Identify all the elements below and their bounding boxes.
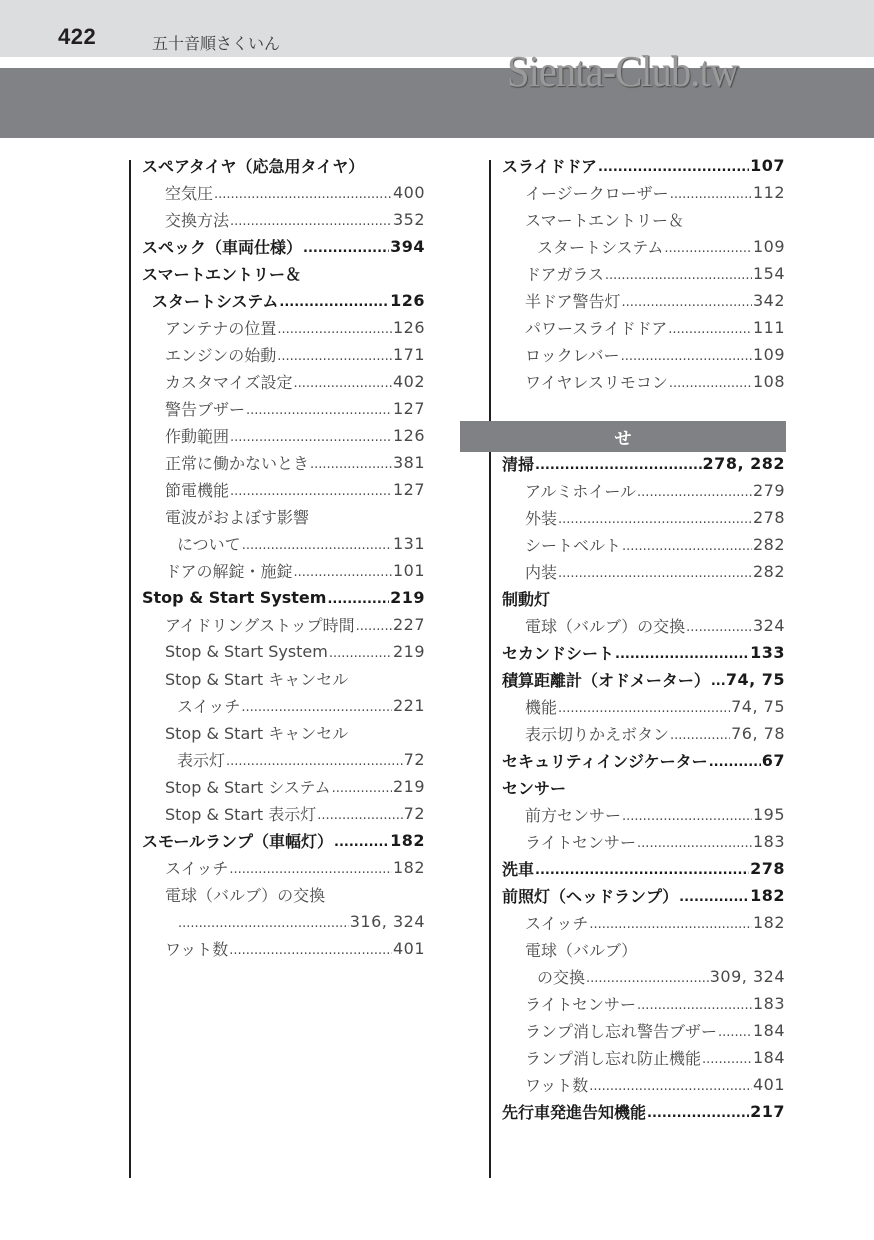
dot-leader bbox=[589, 917, 752, 932]
index-entry bbox=[142, 827, 425, 854]
index-entry-page: 282 bbox=[752, 535, 785, 554]
index-entry-page: 324 bbox=[752, 616, 785, 635]
dot-leader bbox=[589, 1079, 752, 1094]
dot-leader bbox=[329, 646, 392, 661]
dot-leader bbox=[229, 943, 392, 958]
dot-leader bbox=[558, 566, 752, 581]
dot-leader bbox=[664, 241, 752, 256]
index-entry bbox=[502, 855, 785, 882]
index-entry-page: 126 bbox=[390, 291, 425, 310]
index-entry-label: 交換方法 bbox=[165, 211, 230, 230]
index-entry-page: 183 bbox=[752, 994, 785, 1013]
right-column-rule bbox=[489, 160, 491, 421]
index-entry bbox=[142, 476, 425, 503]
index-entry bbox=[142, 260, 425, 287]
index-entry bbox=[502, 774, 785, 801]
index-entry-label: ランプ消し忘れ警告ブザー bbox=[525, 1022, 718, 1041]
index-entry-label: 警告ブザー bbox=[165, 400, 246, 419]
index-entry bbox=[502, 990, 785, 1017]
index-entry-label: 先行車発進告知機能 bbox=[502, 1103, 647, 1122]
index-entry-label: スイッチ bbox=[177, 697, 241, 716]
index-entry-label: ライトセンサー bbox=[525, 833, 637, 852]
index-entry-page: 394 bbox=[390, 237, 425, 256]
dot-leader bbox=[226, 754, 403, 769]
index-entry bbox=[142, 449, 425, 476]
index-entry-page: 221 bbox=[392, 696, 425, 715]
index-entry bbox=[142, 314, 425, 341]
index-entry-label: スイッチ bbox=[525, 914, 589, 933]
index-entry-page: 112 bbox=[752, 183, 785, 202]
index-entry-page: 195 bbox=[752, 805, 785, 824]
index-entry bbox=[502, 368, 785, 395]
dot-leader bbox=[679, 890, 749, 905]
dot-leader bbox=[332, 781, 392, 796]
index-entry-page: 182 bbox=[392, 858, 425, 877]
index-entry-label: アルミホイール bbox=[525, 482, 637, 501]
index-entry bbox=[142, 368, 425, 395]
index-entry-page: 76, 78 bbox=[731, 724, 785, 743]
index-entry bbox=[502, 152, 785, 179]
index-entry bbox=[142, 233, 425, 260]
index-entry-page: 133 bbox=[750, 643, 785, 662]
dot-leader bbox=[669, 376, 752, 391]
index-entry bbox=[142, 800, 425, 827]
dot-leader bbox=[214, 187, 392, 202]
index-entry bbox=[142, 341, 425, 368]
dot-leader bbox=[535, 863, 749, 878]
header-band bbox=[0, 68, 874, 138]
dot-leader bbox=[178, 916, 349, 931]
watermark: Sienta-Club.tw bbox=[507, 47, 739, 96]
index-entry-label: 電球（バルブ）の交換 bbox=[165, 886, 326, 905]
index-entry-label: の交換 bbox=[537, 968, 586, 987]
index-entry-label: Stop & Start System bbox=[165, 642, 328, 661]
dot-leader bbox=[558, 512, 752, 527]
index-entry-page: 316, 324 bbox=[349, 912, 425, 931]
index-entry bbox=[142, 503, 425, 530]
index-entry-page: 101 bbox=[392, 561, 425, 580]
dot-leader bbox=[709, 755, 761, 770]
index-entry-label: ドアの解錠・施錠 bbox=[165, 562, 293, 581]
dot-leader bbox=[670, 728, 730, 743]
index-entry-page: 111 bbox=[752, 318, 785, 337]
index-entry-page: 109 bbox=[752, 345, 785, 364]
right-index-column-top bbox=[502, 152, 785, 395]
index-entry-page: 182 bbox=[752, 913, 785, 932]
index-entry bbox=[502, 1071, 785, 1098]
dot-leader bbox=[647, 1106, 749, 1121]
index-entry bbox=[502, 639, 785, 666]
index-entry-label: Stop & Start System bbox=[142, 588, 327, 607]
dot-leader bbox=[621, 349, 752, 364]
index-entry-label: 電波がおよぼす影響 bbox=[165, 508, 310, 527]
dot-leader bbox=[279, 295, 389, 310]
index-entry-page: 279 bbox=[752, 481, 785, 500]
index-entry bbox=[502, 531, 785, 558]
index-entry-label: シートベルト bbox=[525, 536, 622, 555]
dot-leader bbox=[242, 538, 392, 553]
dot-leader bbox=[586, 971, 709, 986]
index-entry-page: 402 bbox=[392, 372, 425, 391]
dot-leader bbox=[711, 674, 725, 689]
index-entry-page: 109 bbox=[752, 237, 785, 256]
index-entry bbox=[142, 773, 425, 800]
index-entry bbox=[142, 611, 425, 638]
index-entry bbox=[502, 314, 785, 341]
index-entry bbox=[142, 179, 425, 206]
dot-leader bbox=[637, 998, 752, 1013]
index-entry bbox=[142, 422, 425, 449]
index-entry bbox=[502, 341, 785, 368]
index-entry-label: セカンドシート bbox=[502, 644, 615, 663]
index-entry-label: 正常に働かないとき bbox=[165, 454, 310, 473]
index-entry-label: 制動灯 bbox=[502, 590, 551, 609]
index-entry-label: スペアタイヤ（応急用タイヤ） bbox=[142, 157, 365, 176]
index-entry-page: 182 bbox=[390, 831, 425, 850]
index-entry-label: 洗車 bbox=[502, 860, 535, 879]
index-entry-label: スライドドア bbox=[502, 157, 598, 176]
index-entry-page: 309, 324 bbox=[709, 967, 785, 986]
index-entry-page: 154 bbox=[752, 264, 785, 283]
dot-leader bbox=[670, 187, 752, 202]
index-entry-page: 342 bbox=[752, 291, 785, 310]
right-index-column-bottom bbox=[502, 450, 785, 1125]
index-entry bbox=[142, 746, 425, 773]
dot-leader bbox=[605, 268, 752, 283]
index-entry bbox=[502, 909, 785, 936]
index-entry bbox=[142, 692, 425, 719]
index-entry bbox=[502, 504, 785, 531]
left-index-column bbox=[142, 152, 425, 962]
index-entry bbox=[142, 530, 425, 557]
index-entry-page: 72 bbox=[403, 804, 425, 823]
index-entry bbox=[142, 908, 425, 935]
index-entry-label: ワット数 bbox=[165, 940, 229, 959]
dot-leader bbox=[294, 376, 392, 391]
index-entry-label: パワースライドドア bbox=[525, 319, 668, 338]
index-entry-label: ワイヤレスリモコン bbox=[525, 373, 668, 392]
index-entry-label: 節電機能 bbox=[165, 481, 230, 500]
dot-leader bbox=[718, 1025, 752, 1040]
dot-leader bbox=[622, 539, 752, 554]
left-column-rule bbox=[129, 160, 131, 1178]
dot-leader bbox=[615, 647, 749, 662]
index-entry bbox=[502, 828, 785, 855]
dot-leader bbox=[622, 809, 752, 824]
index-entry-page: 401 bbox=[392, 939, 425, 958]
index-entry bbox=[502, 233, 785, 260]
index-entry-label: 電球（バルブ） bbox=[525, 941, 638, 960]
dot-leader bbox=[230, 430, 392, 445]
dot-leader bbox=[277, 322, 392, 337]
index-entry-page: 131 bbox=[392, 534, 425, 553]
index-entry-label: エンジンの始動 bbox=[165, 346, 277, 365]
index-entry-label: 外装 bbox=[525, 509, 558, 528]
index-entry-label: アイドリングストップ時間 bbox=[165, 616, 355, 635]
index-entry-label: スタートシステム bbox=[537, 238, 664, 257]
dot-leader bbox=[317, 808, 402, 823]
index-entry-label: ワット数 bbox=[525, 1076, 589, 1095]
dot-leader bbox=[535, 458, 702, 473]
index-entry-page: 400 bbox=[392, 183, 425, 202]
index-entry-page: 67 bbox=[761, 751, 785, 770]
dot-leader bbox=[230, 214, 392, 229]
index-entry-label: アンテナの位置 bbox=[165, 319, 277, 338]
index-entry bbox=[502, 260, 785, 287]
page-number: 422 bbox=[58, 24, 97, 49]
index-entry bbox=[502, 179, 785, 206]
index-entry bbox=[142, 206, 425, 233]
index-entry-label: ロックレバー bbox=[525, 346, 620, 365]
index-entry-page: 219 bbox=[392, 777, 425, 796]
index-entry-label: 前照灯（ヘッドランプ） bbox=[502, 887, 679, 906]
index-entry bbox=[142, 557, 425, 584]
index-entry-page: 219 bbox=[390, 588, 425, 607]
index-entry bbox=[142, 638, 425, 665]
page-title: 五十音順さくいん bbox=[152, 34, 281, 53]
dot-leader bbox=[327, 592, 389, 607]
index-entry-page: 126 bbox=[392, 426, 425, 445]
dot-leader bbox=[356, 619, 392, 634]
index-entry-label: 空気圧 bbox=[165, 184, 214, 203]
index-entry bbox=[502, 720, 785, 747]
dot-leader bbox=[622, 295, 752, 310]
index-entry bbox=[502, 477, 785, 504]
dot-leader bbox=[668, 322, 752, 337]
index-entry-label: ランプ消し忘れ防止機能 bbox=[525, 1049, 702, 1068]
index-entry-page: 74, 75 bbox=[725, 670, 785, 689]
index-entry-label: センサー bbox=[502, 779, 567, 798]
index-entry-page: 127 bbox=[392, 399, 425, 418]
dot-leader bbox=[230, 484, 392, 499]
index-entry-page: 184 bbox=[752, 1021, 785, 1040]
index-entry-label: 電球（バルブ）の交換 bbox=[525, 617, 686, 636]
index-entry bbox=[502, 801, 785, 828]
index-entry bbox=[502, 585, 785, 612]
header-bar bbox=[0, 0, 874, 57]
index-entry-page: 184 bbox=[752, 1048, 785, 1067]
dot-leader bbox=[294, 565, 392, 580]
index-entry bbox=[142, 152, 425, 179]
index-entry bbox=[142, 935, 425, 962]
index-entry bbox=[502, 1044, 785, 1071]
dot-leader bbox=[637, 836, 752, 851]
index-entry-label: スモールランプ（車幅灯） bbox=[142, 832, 334, 851]
index-entry bbox=[502, 206, 785, 233]
index-entry-page: 126 bbox=[392, 318, 425, 337]
index-entry-label: スペック（車両仕様） bbox=[142, 238, 303, 257]
index-entry bbox=[502, 558, 785, 585]
dot-leader bbox=[241, 700, 392, 715]
index-entry-label: ドアガラス bbox=[525, 265, 604, 284]
index-entry-label: スタートシステム bbox=[152, 292, 279, 311]
index-entry bbox=[502, 1098, 785, 1125]
index-entry bbox=[502, 693, 785, 720]
index-entry-page: 278 bbox=[752, 508, 785, 527]
index-entry-page: 381 bbox=[392, 453, 425, 472]
index-entry-label: イージークローザー bbox=[525, 184, 669, 203]
index-entry-page: 282 bbox=[752, 562, 785, 581]
index-entry bbox=[502, 666, 785, 693]
index-entry bbox=[502, 287, 785, 314]
index-entry-label: 表示灯 bbox=[177, 751, 226, 770]
index-entry bbox=[502, 882, 785, 909]
index-entry-label: について bbox=[177, 535, 241, 554]
index-entry bbox=[142, 719, 425, 746]
dot-leader bbox=[686, 620, 752, 635]
index-entry-label: 積算距離計（オドメーター） bbox=[502, 671, 710, 690]
index-entry-page: 219 bbox=[392, 642, 425, 661]
index-entry-label: 表示切りかえボタン bbox=[525, 725, 670, 744]
index-entry-label: ライトセンサー bbox=[525, 995, 637, 1014]
index-entry-page: 74, 75 bbox=[731, 697, 785, 716]
dot-leader bbox=[277, 349, 392, 364]
section-heading-label: せ bbox=[614, 429, 632, 449]
index-entry-label: スマートエントリー＆ bbox=[142, 265, 302, 284]
index-entry-label: スイッチ bbox=[165, 859, 229, 878]
header-gap bbox=[0, 57, 874, 68]
dot-leader bbox=[598, 160, 749, 175]
index-entry-page: 72 bbox=[403, 750, 425, 769]
index-entry-page: 107 bbox=[750, 156, 785, 175]
index-entry-page: 108 bbox=[752, 372, 785, 391]
index-entry-label: 半ドア警告灯 bbox=[525, 292, 621, 311]
index-entry-label: Stop & Start キャンセル bbox=[165, 724, 349, 743]
index-entry bbox=[142, 665, 425, 692]
index-entry-label: 清掃 bbox=[502, 455, 535, 474]
index-entry-page: 352 bbox=[392, 210, 425, 229]
dot-leader bbox=[303, 241, 389, 256]
index-entry-label: セキュリティインジケーター bbox=[502, 752, 708, 771]
index-entry-label: Stop & Start システム bbox=[165, 778, 331, 797]
index-entry-page: 278, 282 bbox=[702, 454, 785, 473]
dot-leader bbox=[558, 701, 730, 716]
index-entry-page: 183 bbox=[752, 832, 785, 851]
index-entry-label: 前方センサー bbox=[525, 806, 622, 825]
index-entry bbox=[142, 881, 425, 908]
index-entry bbox=[502, 936, 785, 963]
dot-leader bbox=[229, 862, 392, 877]
index-entry-page: 278 bbox=[750, 859, 785, 878]
index-entry-page: 401 bbox=[752, 1075, 785, 1094]
dot-leader bbox=[310, 457, 392, 472]
index-entry bbox=[502, 963, 785, 990]
section-heading-se bbox=[460, 421, 786, 452]
dot-leader bbox=[334, 835, 389, 850]
index-entry-page: 171 bbox=[392, 345, 425, 364]
right-column-rule-lower bbox=[489, 452, 491, 1178]
index-entry-label: カスタマイズ設定 bbox=[165, 373, 293, 392]
dot-leader bbox=[637, 485, 752, 500]
index-entry-page: 227 bbox=[392, 615, 425, 634]
index-entry bbox=[502, 612, 785, 639]
index-entry bbox=[142, 395, 425, 422]
index-entry bbox=[142, 287, 425, 314]
index-entry-label: 機能 bbox=[525, 698, 558, 717]
index-entry bbox=[502, 747, 785, 774]
index-entry-page: 127 bbox=[392, 480, 425, 499]
dot-leader bbox=[702, 1052, 752, 1067]
dot-leader bbox=[246, 403, 392, 418]
index-entry-page: 182 bbox=[750, 886, 785, 905]
index-entry bbox=[142, 584, 425, 611]
index-entry-label: 内装 bbox=[525, 563, 558, 582]
index-entry-label: Stop & Start キャンセル bbox=[165, 670, 349, 689]
index-entry bbox=[142, 854, 425, 881]
index-entry bbox=[502, 450, 785, 477]
index-entry-page: 217 bbox=[750, 1102, 785, 1121]
index-entry bbox=[502, 1017, 785, 1044]
index-entry-label: Stop & Start 表示灯 bbox=[165, 805, 317, 824]
index-entry-label: スマートエントリー＆ bbox=[525, 211, 685, 230]
index-entry-label: 作動範囲 bbox=[165, 427, 230, 446]
